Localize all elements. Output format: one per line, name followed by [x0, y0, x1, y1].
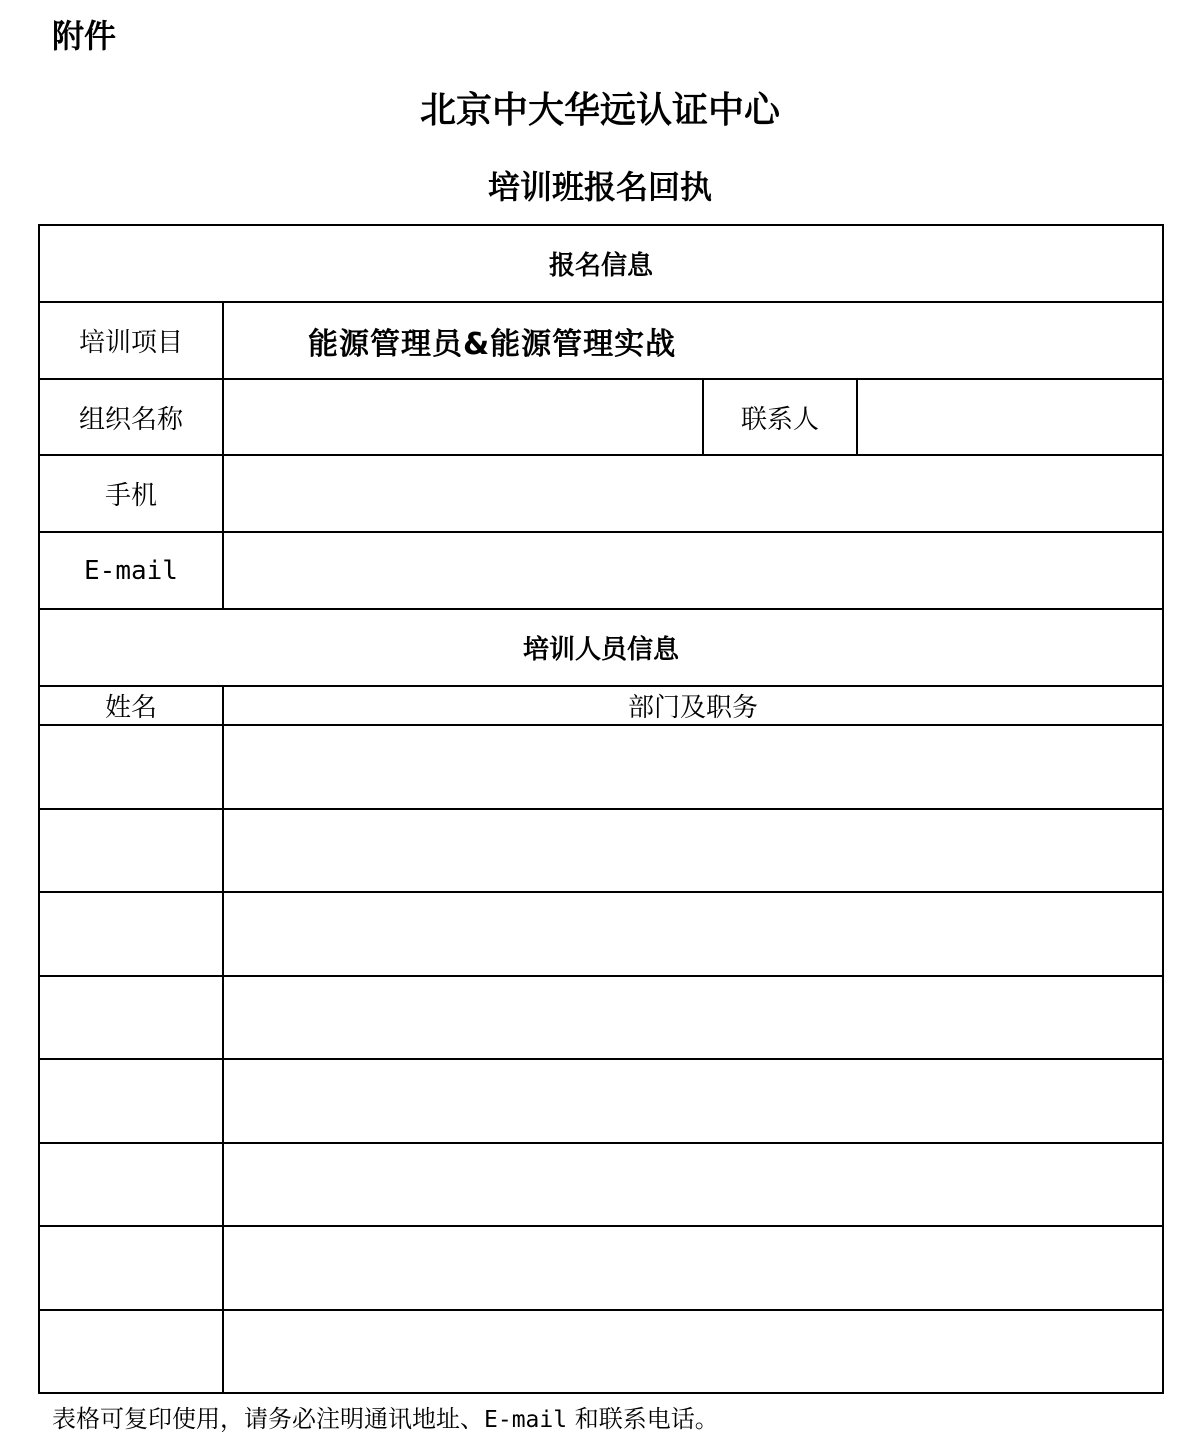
trainee-dept-cell[interactable] [223, 1310, 1163, 1393]
trainee-dept-cell[interactable] [223, 1226, 1163, 1310]
trainee-name-cell[interactable] [39, 892, 223, 976]
trainee-name-cell[interactable] [39, 1143, 223, 1226]
project-value[interactable]: 能源管理员&能源管理实战 [223, 302, 1163, 379]
org-name-field[interactable] [223, 379, 703, 455]
footer-note-email: E-mail [484, 1407, 568, 1433]
trainee-name-cell[interactable] [39, 725, 223, 809]
project-label: 培训项目 [39, 302, 223, 379]
form-title: 培训班报名回执 [487, 168, 712, 206]
trainee-dept-cell[interactable] [223, 725, 1163, 809]
mobile-field[interactable] [223, 455, 1163, 532]
trainee-name-cell[interactable] [39, 976, 223, 1059]
trainee-dept-cell[interactable] [223, 809, 1163, 892]
trainee-name-cell[interactable] [39, 1310, 223, 1393]
trainee-name-cell[interactable] [39, 1226, 223, 1310]
trainee-name-cell[interactable] [39, 809, 223, 892]
footer-note-part1: 表格可复印使用，请务必注明通讯地址、 [52, 1405, 484, 1433]
trainee-row [39, 976, 1163, 1059]
footer-note-part2: 和联系电话。 [567, 1405, 719, 1433]
contact-label: 联系人 [703, 379, 857, 455]
attachment-label: 附件 [52, 17, 117, 55]
trainee-row [39, 1059, 1163, 1143]
organization-title: 北京中大华远认证中心 [419, 90, 780, 131]
trainee-name-column-header: 姓名 [39, 686, 223, 725]
trainee-dept-cell[interactable] [223, 1143, 1163, 1226]
org-name-label: 组织名称 [39, 379, 223, 455]
contact-field[interactable] [857, 379, 1163, 455]
trainee-dept-cell[interactable] [223, 976, 1163, 1059]
mobile-label: 手机 [39, 455, 223, 532]
trainee-row [39, 725, 1163, 809]
footer-note [52, 1400, 719, 1439]
trainee-dept-cell[interactable] [223, 1059, 1163, 1143]
trainee-row [39, 809, 1163, 892]
trainee-dept-cell[interactable] [223, 892, 1163, 976]
trainee-row [39, 1226, 1163, 1310]
email-label: E-mail [39, 532, 223, 609]
registration-form-table [38, 224, 1164, 1394]
trainee-row [39, 1143, 1163, 1226]
trainee-info-header: 培训人员信息 [39, 609, 1163, 686]
trainee-dept-column-header: 部门及职务 [223, 686, 1163, 725]
trainee-name-cell[interactable] [39, 1059, 223, 1143]
registration-info-header: 报名信息 [39, 225, 1163, 302]
trainee-row [39, 892, 1163, 976]
trainee-row [39, 1310, 1163, 1393]
email-field[interactable] [223, 532, 1163, 609]
